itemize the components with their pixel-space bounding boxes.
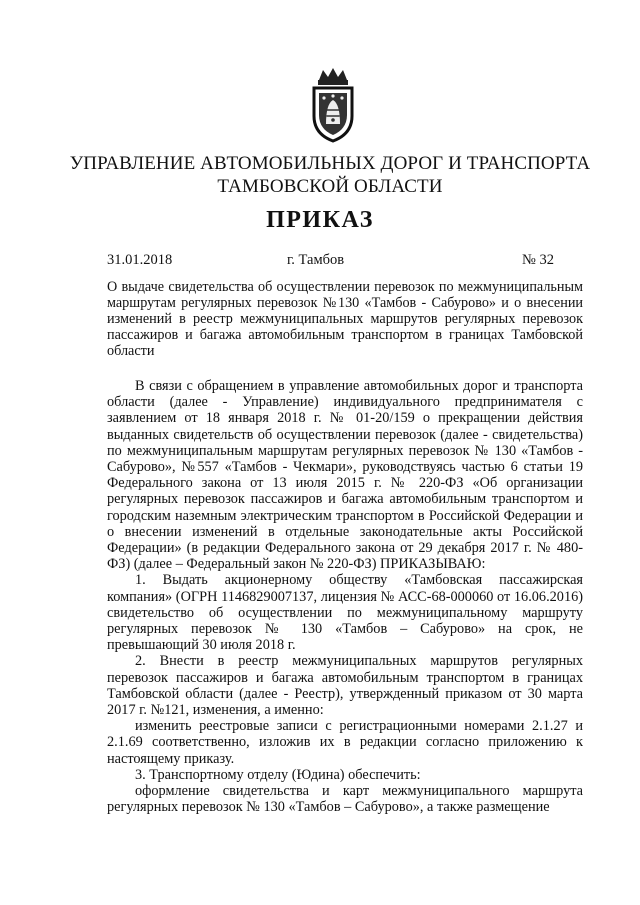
order-item-2-sub: изменить реестровые записи с регистрационными номерами 2.1.27 и 2.1.69 соответственно, изложив их в редакции согласно приложению к настоящему приказу. bbox=[107, 718, 583, 767]
document-date: 31.01.2018 bbox=[107, 252, 173, 268]
document-type-title: ПРИКАЗ bbox=[266, 207, 374, 233]
order-item-2: 2. Внести в реестр межмуниципальных маршрутов регулярных перевозок пассажиров и багажа автомобильным транспортом в границах Тамбовской области (далее - Реестр), утвержденный приказом от 30 марта 2017 г. №121, изменения, а именно: bbox=[107, 653, 583, 719]
organization-name bbox=[60, 152, 600, 198]
organization-name-line2: ТАМБОВСКОЙ ОБЛАСТИ bbox=[217, 176, 443, 197]
order-item-1: 1. Выдать акционерному обществу «Тамбовская пассажирская компания» (ОГРН 1146829007137, лицензия № АСС-68-000060 от 16.06.2016) свидетельство об осуществлении по межмуниципальному маршруту регулярных перевозок № 130 «Тамбов – Сабурово» на срок, не превышающий 30 июля 2018 г. bbox=[107, 572, 583, 654]
document-city: г. Тамбов bbox=[287, 252, 345, 268]
organization-name-line1: УПРАВЛЕНИЕ АВТОМОБИЛЬНЫХ ДОРОГ И ТРАНСПОРТА bbox=[69, 153, 591, 174]
document-number: № 32 bbox=[522, 252, 554, 268]
order-item-3: 3. Транспортному отделу (Юдина) обеспечить: bbox=[135, 766, 421, 783]
order-item-3-sub: оформление свидетельства и карт межмуниципального маршрута регулярных перевозок № 130 «Тамбов – Сабурово», а также размещение bbox=[107, 783, 583, 816]
preamble-paragraph: В связи с обращением в управление автомобильных дорог и транспорта области (далее - Управление) индивидуального предпринимателя с заявлением от 18 января 2018 г. № 01-20/159 о прекращении действия выданных свидетельств об осуществлении перевозок (далее - свидетельства) по межмуниципальным маршрутам регулярных перевозок № 130 «Тамбов - Сабурово», №557 «Тамбов - Чекмари», руководствуясь частью 6 статьи 19 Федерального закона от 13 июля 2015 г. № 220-ФЗ «Об организации регулярных перевозок пассажиров и багажа автомобильным транспортом и городским наземным электрическим транспортом в Российской Федерации и о внесении изменений в отдельные законодательные акты Российской Федерации» (в редакции Федерального закона от 29 декабря 2017 г. № 480-ФЗ) (далее – Федеральный закон № 220-ФЗ) ПРИКАЗЫВАЮ: bbox=[107, 378, 583, 573]
document-body bbox=[107, 378, 583, 815]
document-subject: О выдаче свидетельства об осуществлении перевозок по межмуниципальным маршрутам регулярных перевозок №130 «Тамбов - Сабурово» и о внесении изменений в реестр межмуниципальных маршрутов регулярных перевозок пассажиров и багажа автомобильным транспортом в границах Тамбовской области bbox=[107, 279, 583, 359]
coat-of-arms-emblem bbox=[306, 66, 360, 144]
